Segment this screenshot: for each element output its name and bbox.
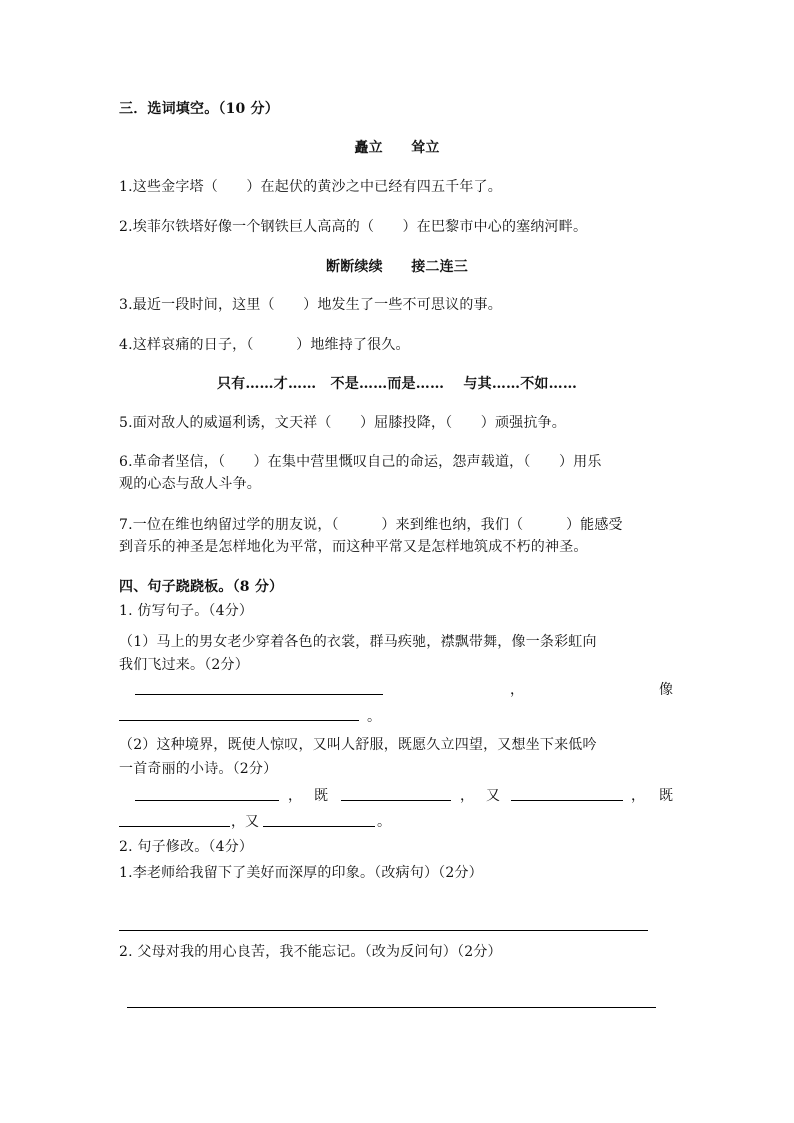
comma-you-text: ，又 [231,814,259,830]
answer-line[interactable] [127,1007,656,1008]
part-1a-line-1: （1）马上的男女老少穿着各色的衣裳，群马疾驰，襟飘带舞，像一条彩虹向 [119,634,597,650]
you-text: 又 [486,788,500,804]
question-7-line-1: 7.一位在维也纳留过学的朋友说，（ ）来到维也纳，我们（ ）能感受 [119,517,623,533]
word-options-b: 断断续续 接二连三 [326,259,468,275]
answer-blank[interactable] [135,694,383,695]
question-6-line-2: 观的心态与敌人斗争。 [119,476,261,492]
part-2b-question: 2. 父母对我的用心良苦，我不能忘记。（改为反问句）（2分） [119,944,502,960]
comma-text: ， [288,788,302,804]
comma-text: ， [510,682,524,698]
part-1b-line-2: 一首奇丽的小诗。（2分） [119,761,278,777]
ji-text: 既 [314,788,328,804]
section4-title: 四、句子跷跷板。（8 分） [119,579,284,595]
xiang-text: 像 [659,682,673,698]
comma-text: ， [460,788,474,804]
part-1a-line-2: 我们飞过来。（2分） [119,657,249,673]
comma-text: ， [631,788,645,804]
question-3: 3.最近一段时间，这里（ ）地发生了一些不可思议的事。 [119,297,502,313]
question-7-line-2: 到音乐的神圣是怎样地化为平常，而这种平常又是怎样地筑成不朽的神圣。 [119,539,588,555]
part-1-heading: 1. 仿写句子。（4分） [119,603,254,619]
answer-blank[interactable] [263,826,375,827]
part-1b-line-1: （2）这种境界，既使人惊叹，又叫人舒服，既愿久立四望，又想坐下来低吟 [119,737,597,753]
question-4: 4.这样哀痛的日子，（ ）地维持了很久。 [119,337,410,353]
answer-blank[interactable] [119,720,359,721]
ji-text: 既 [659,788,673,804]
question-5: 5.面对敌人的威逼利诱，文天祥（ ）屈膝投降，（ ）顽强抗争。 [119,415,566,431]
answer-blank[interactable] [341,800,451,801]
question-1: 1.这些金字塔（ ）在起伏的黄沙之中已经有四五千年了。 [119,179,502,195]
answer-blank[interactable] [135,800,279,801]
word-options-c: 只有……才…… 不是……而是…… 与其……不如…… [216,376,578,392]
answer-line[interactable] [119,930,648,931]
section3-title: 三．选词填空。（10 分） [119,101,279,117]
answer-blank[interactable] [119,826,230,827]
period-text: 。 [377,814,391,830]
word-options-a: 矗立 耸立 [354,140,440,156]
answer-blank[interactable] [511,800,623,801]
part-2-heading: 2. 句子修改。（4分） [119,839,254,855]
part-2a-question: 1.李老师给我留下了美好而深厚的印象。（改病句）（2分） [119,865,483,881]
question-6-line-1: 6.革命者坚信，（ ）在集中营里慨叹自己的命运，怨声载道，（ ）用乐 [119,454,602,470]
period-text: 。 [367,709,381,725]
question-2: 2.埃菲尔铁塔好像一个钢铁巨人高高的（ ）在巴黎市中心的塞纳河畔。 [119,219,588,235]
